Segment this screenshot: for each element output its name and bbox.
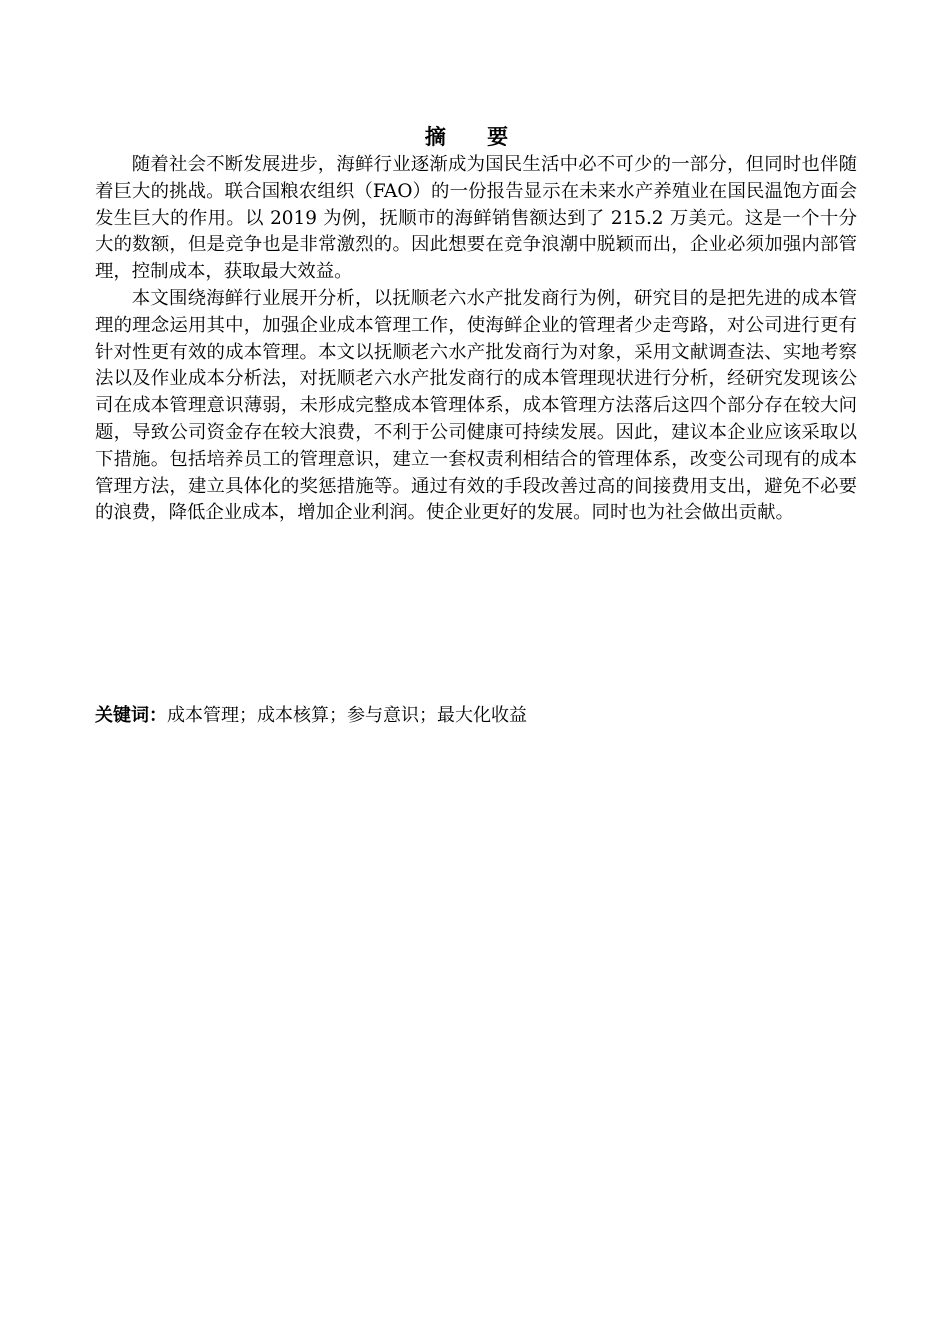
keywords-label: 关键词： (95, 705, 167, 726)
abstract-paragraph-1: 随着社会不断发展进步，海鲜行业逐渐成为国民生活中必不可少的一部分，但同时也伴随着巨大的挑战。联合国粮农组织（FAO）的一份报告显示在未来水产养殖业在国民温饱方面会发生巨大的作用。以 2019 为例，抚顺市的海鲜销售额达到了 215.2 万美元。这是一个十分大的数额，但是竞争也是非常激烈的。因此想要在竞争浪潮中脱颖而出，企业必须加强内部管理，控制成本，获取最大效益。 (95, 154, 857, 283)
abstract-title: 摘 要 (424, 125, 526, 149)
abstract-body (95, 152, 857, 527)
keywords-line (95, 702, 857, 730)
keywords-list: 成本管理；成本核算；参与意识；最大化收益 (167, 705, 527, 726)
abstract-paragraph-2: 本文围绕海鲜行业展开分析，以抚顺老六水产批发商行为例，研究目的是把先进的成本管理的理念运用其中，加强企业成本管理工作，使海鲜企业的管理者少走弯路，对公司进行更有针对性更有效的成本管理。本文以抚顺老六水产批发商行为对象，采用文献调查法、实地考察法以及作业成本分析法，对抚顺老六水产批发商行的成本管理现状进行分析，经研究发现该公司在成本管理意识薄弱，未形成完整成本管理体系，成本管理方法落后这四个部分存在较大问题，导致公司资金存在较大浪费，不利于公司健康可持续发展。因此，建议本企业应该采取以下措施。包括培养员工的管理意识，建立一套权责利相结合的管理体系，改变公司现有的成本管理方法，建立具体化的奖惩措施等。通过有效的手段改善过高的间接费用支出，避免不必要的浪费，降低企业成本，增加企业利润。使企业更好的发展。同时也为社会做出贡献。 (95, 287, 857, 524)
